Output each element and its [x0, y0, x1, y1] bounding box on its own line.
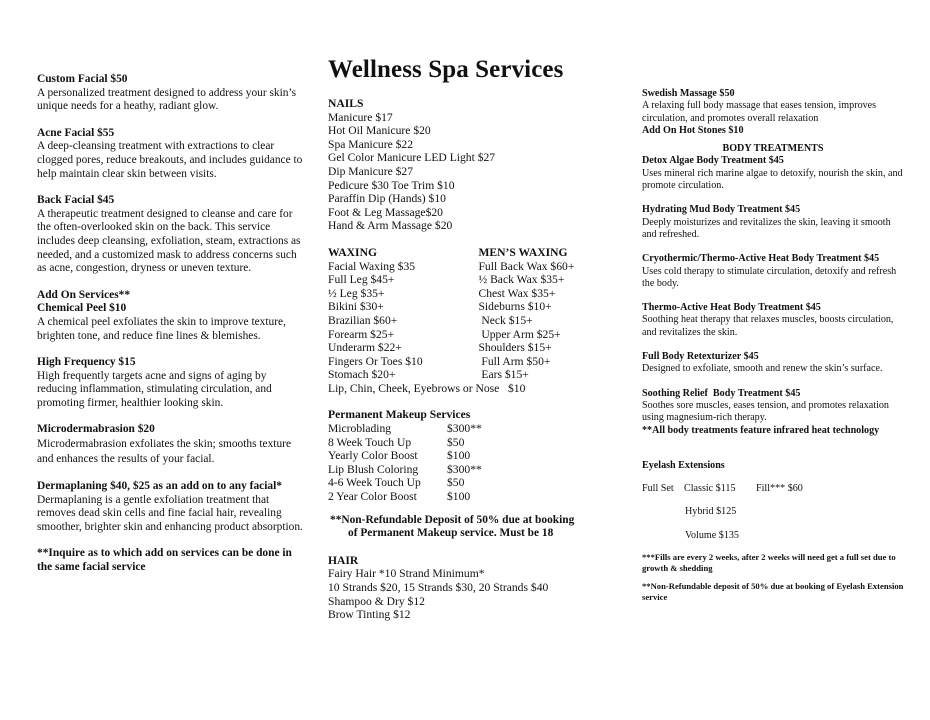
deposit-note-line1: **Non-Refundable Deposit of 50% due at booking: [330, 513, 575, 526]
pm-row: [328, 436, 618, 450]
service-name: Chemical Peel $10: [37, 302, 127, 315]
service-name: Cryothermic/Thermo-Active Heat Body Treatment $45: [642, 253, 880, 265]
waxing-list: [328, 246, 478, 382]
pm-price: $300**: [447, 462, 482, 476]
waxing-item: Bikini $30+: [328, 300, 384, 314]
service-description: Uses cold therapy to stimulate circulation, detoxify and refresh the body.: [642, 265, 897, 289]
addon-heading: Add On Services**: [37, 288, 131, 301]
waxing-item: Underarm $22+: [328, 341, 402, 355]
pm-price: $100: [447, 490, 471, 504]
mens-waxing-item: ½ Back Wax $35+: [478, 273, 565, 287]
service-description: A relaxing full body massage that eases tension, improves circulation, and promotes overall relaxation: [642, 100, 877, 124]
lash-hybrid: Hybrid $125: [685, 506, 737, 518]
pm-name: Lip Blush Coloring: [328, 462, 419, 476]
lash-volume: Volume $135: [685, 529, 739, 541]
hair-item: Shampoo & Dry $12: [328, 594, 425, 608]
service-description: Deeply moisturizes and revitalizes the skin, leaving it smooth and refreshed.: [642, 216, 891, 240]
service-description: Dermaplaning is a gentle exfoliation treatment that removes dead skin cells and fine facial hair, revealing smoother, brighter skin and enhancing product absorption.: [37, 493, 303, 533]
right-column: [642, 88, 904, 602]
service-description: A chemical peel exfoliates the skin to improve texture, brighten tone, and reduce fine lines & blemishes.: [37, 315, 286, 342]
mens-waxing-heading: MEN’S WAXING: [478, 245, 568, 259]
service-description: Soothes sore muscles, eases tension, and promotes relaxation using magnesium-rich therapy.: [642, 399, 889, 424]
deposit-note: [328, 514, 618, 541]
service-name: High Frequency $15: [37, 356, 136, 369]
pm-name: 4-6 Week Touch Up: [328, 476, 421, 490]
pm-name: 8 Week Touch Up: [328, 435, 412, 449]
waxing-heading: WAXING: [328, 245, 377, 259]
mens-waxing-item: Sideburns $10+: [478, 300, 552, 314]
lash-fill-note: ***Fills are every 2 weeks, after 2 weeks will need get a full set due to growth & shedding: [642, 552, 896, 573]
service-name: Swedish Massage $50: [642, 88, 735, 99]
lash-classic: Classic $115: [684, 483, 736, 495]
pm-price: $100: [447, 449, 471, 463]
lash-deposit-note: **Non-Refundable deposit of 50% due at booking of Eyelash Extension service: [642, 581, 904, 602]
nails-item: Spa Manicure $22: [328, 137, 414, 151]
eyelash-heading: Eyelash Extensions: [642, 459, 725, 471]
pm-row: [328, 476, 618, 490]
waxing-item: Facial Waxing $35: [328, 259, 416, 273]
hair-item: Fairy Hair *10 Strand Minimum*: [328, 567, 485, 581]
waxing-item: Forearm $25+: [328, 327, 395, 341]
page-title: Wellness Spa Services: [328, 56, 564, 83]
service-description: Designed to exfoliate, smooth and renew the skin’s surface.: [642, 363, 883, 375]
nails-item: Manicure $17: [328, 110, 393, 124]
pm-price: $300**: [447, 422, 482, 436]
pm-row: [328, 490, 618, 504]
service-name: Acne Facial $55: [37, 126, 115, 139]
pm-name: Microblading: [328, 422, 392, 436]
deposit-note-line2: of Permanent Makeup service. Must be 18: [348, 527, 554, 540]
mens-waxing-item: Full Arm $50+: [478, 354, 551, 368]
waxing-item: Full Leg $45+: [328, 273, 395, 287]
hair-heading: HAIR: [328, 553, 359, 567]
waxing-item: ½ Leg $35+: [328, 286, 385, 300]
mens-waxing-list: [478, 246, 618, 382]
nails-heading: NAILS: [328, 97, 364, 110]
mens-waxing-item: Upper Arm $25+: [478, 327, 561, 341]
hair-item: 10 Strands $20, 15 Strands $30, 20 Strands $40: [328, 581, 549, 594]
service-description: A personalized treatment designed to address your skin’s unique needs for a heathy, radiant glow.: [37, 86, 297, 113]
mens-waxing-item: Neck $15+: [478, 313, 533, 327]
service-description: Soothing heat therapy that relaxes muscles, boosts circulation, and revitalizes the skin.: [642, 314, 894, 338]
pm-row: [328, 463, 618, 477]
lash-fill: Fill*** $60: [756, 483, 803, 495]
body-treatments-heading: BODY TREATMENTS: [722, 143, 824, 155]
waxing-item: Stomach $20+: [328, 368, 396, 382]
service-name: Full Body Retexturizer $45: [642, 351, 759, 363]
service-name: Detox Algae Body Treatment $45: [642, 155, 784, 167]
pm-name: Yearly Color Boost: [328, 449, 418, 463]
addon-footnote: **Inquire as to which add on services can be done in the same facial service: [37, 547, 292, 574]
body-treatments-note: **All body treatments feature infrared heat technology: [642, 424, 880, 436]
service-description: Uses mineral rich marine algae to detoxify, nourish the skin, and promote circulation.: [642, 167, 903, 192]
service-name: Hydrating Mud Body Treatment $45: [642, 204, 801, 216]
pm-name: 2 Year Color Boost: [328, 490, 417, 504]
permanent-makeup-heading: Permanent Makeup Services: [328, 408, 471, 422]
pm-row: [328, 449, 618, 463]
middle-column: [328, 0, 618, 622]
nails-item: Paraffin Dip (Hands) $10: [328, 192, 446, 206]
waxing-item: Fingers Or Toes $10: [328, 354, 423, 368]
service-description: A deep-cleansing treatment with extractions to clear clogged pores, reduce breakouts, and includes guidance to help maintain clear skin between visits.: [37, 140, 303, 180]
service-name: Custom Facial $50: [37, 73, 128, 85]
mens-waxing-item: Full Back Wax $60+: [478, 259, 575, 273]
service-name: Soothing Relief Body Treatment $45: [642, 387, 801, 399]
waxing-item: Brazilian $60+: [328, 313, 398, 327]
service-description: A therapeutic treatment designed to cleanse and care for the often-overlooked skin on the back. This service includes deep cleansing, exfoliation, steam, extractions as needed, and a customized mask to address concerns such as acne, congestion, dryness or uneven texture.: [37, 207, 301, 275]
service-name: Dermaplaning $40, $25 as an add on to any facial*: [37, 480, 282, 493]
waxing-section: [328, 246, 618, 382]
nails-item: Hand & Arm Massage $20: [328, 219, 453, 233]
mens-waxing-item: Chest Wax $35+: [478, 286, 556, 300]
pm-price: $50: [447, 435, 465, 449]
massage-addon: Add On Hot Stones $10: [642, 124, 744, 136]
service-name: Back Facial $45: [37, 194, 115, 207]
nails-item: Gel Color Manicure LED Light $27: [328, 151, 496, 165]
hair-item: Brow Tinting $12: [328, 608, 411, 622]
pm-row: [328, 422, 618, 436]
service-name: Microdermabrasion $20: [37, 423, 155, 436]
lash-row: [642, 483, 904, 495]
service-description: High frequently targets acne and signs of aging by reducing inflammation, stimulating circulation, and promoting firmer, healthier looking skin.: [37, 369, 272, 409]
service-description: Microdermabrasion exfoliates the skin; smooths texture and enhances the results of your facial.: [37, 438, 292, 466]
left-column: [37, 73, 305, 575]
lash-fullset-label: Full Set: [642, 483, 674, 495]
nails-item: Dip Manicure $27: [328, 164, 414, 178]
nails-item: Pedicure $30 Toe Trim $10: [328, 178, 455, 192]
mens-waxing-item: Ears $15+: [478, 368, 529, 382]
pm-price: $50: [447, 476, 465, 490]
waxing-item: Lip, Chin, Cheek, Eyebrows or Nose $10: [328, 381, 526, 395]
nails-item: Hot Oil Manicure $20: [328, 124, 431, 138]
mens-waxing-item: Shoulders $15+: [478, 341, 552, 355]
service-name: Thermo-Active Heat Body Treatment $45: [642, 302, 821, 314]
nails-item: Foot & Leg Massage$20: [328, 205, 443, 219]
